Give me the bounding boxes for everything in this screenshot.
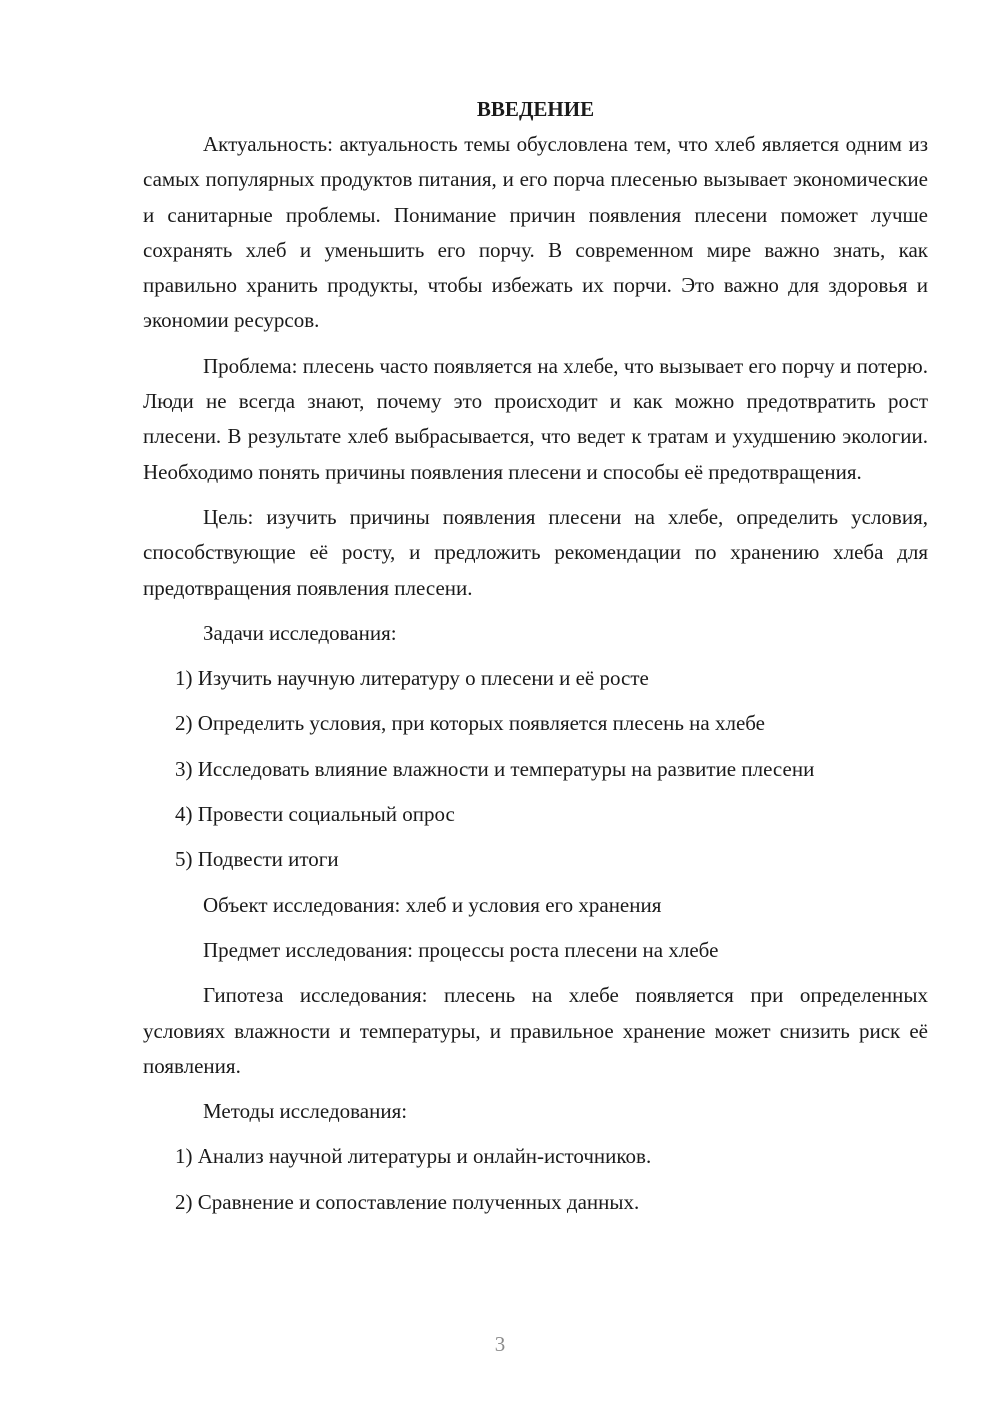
research-object: Объект исследования: хлеб и условия его хранения <box>203 892 662 917</box>
task-item: 3) Исследовать влияние влажности и температуры на развитие плесени <box>175 756 815 781</box>
methods-heading: Методы исследования: <box>203 1099 408 1124</box>
method-item: 1) Анализ научной литературы и онлайн-источников. <box>175 1144 652 1169</box>
task-item: 2) Определить условия, при которых появляется плесень на хлебе <box>175 711 765 736</box>
actuality-paragraph: Актуальность: актуальность темы обусловлена тем, что хлеб является одним из самых популярных продуктов питания, и его порча плесенью вызывает экономические и санитарные проблемы. Понимание причин появления плесени поможет лучше сохранять хлеб и уменьшить его порчу. В современном мире важно знать, как правильно хранить продукты, чтобы избежать их порчи. Это важно для здоровья и экономии ресурсов. <box>143 132 928 333</box>
task-item: 5) Подвести итоги <box>175 847 339 872</box>
tasks-heading: Задачи исследования: <box>203 620 397 645</box>
page-number: 3 <box>494 1332 506 1356</box>
hypothesis-paragraph: Гипотеза исследования: плесень на хлебе появляется при определенных условиях влажности и температуры, и правильное хранение может снизить риск её появления. <box>143 983 928 1078</box>
problem-paragraph: Проблема: плесень часто появляется на хлебе, что вызывает его порчу и потерю. Люди не всегда знают, почему это происходит и как можно предотвратить рост плесени. В результате хлеб выбрасывается, что ведет к тратам и ухудшению экологии. Необходимо понять причины появления плесени и способы её предотвращения. <box>143 353 928 484</box>
research-subject: Предмет исследования: процессы роста плесени на хлебе <box>203 937 719 962</box>
tasks-list <box>143 661 928 877</box>
document-title: ВВЕДЕНИЕ <box>476 97 595 121</box>
task-item: 4) Провести социальный опрос <box>175 802 455 827</box>
method-item: 2) Сравнение и сопоставление полученных данных. <box>175 1189 640 1214</box>
methods-list <box>143 1139 928 1220</box>
task-item: 1) Изучить научную литературу о плесени и её росте <box>175 666 649 691</box>
goal-paragraph: Цель: изучить причины появления плесени на хлебе, определить условия, способствующие её росту, и предложить рекомендации по хранению хлеба для предотвращения появления плесени. <box>143 504 928 600</box>
document-page <box>143 92 928 1230</box>
